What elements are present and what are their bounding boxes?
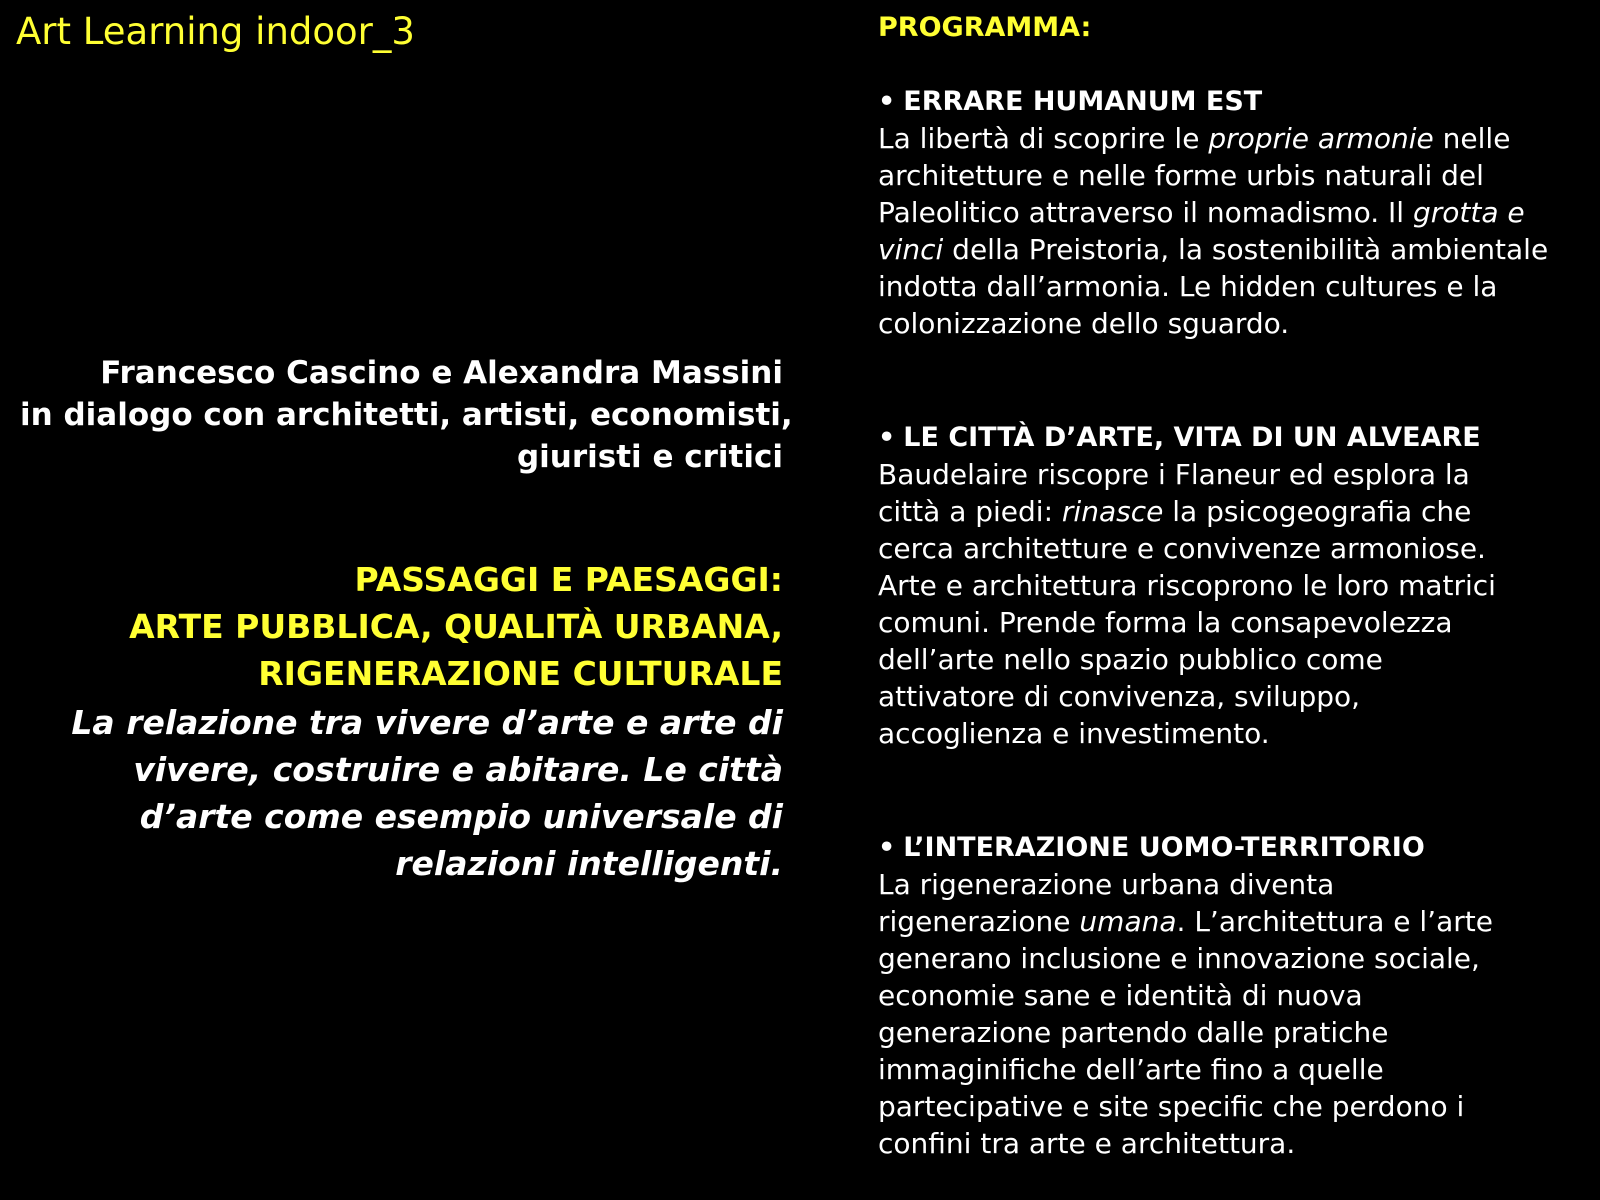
body-line: La rigenerazione urbana diventa [878,868,1335,901]
theme-heading [20,556,783,697]
body-line: accoglienza e investimento. [878,717,1270,750]
program-section-citta-arte [878,420,1593,752]
body-line: dell’arte nello spazio pubblico come [878,643,1383,676]
theme-description-line: La relazione tra vivere d’arte e arte di [71,703,783,742]
body-line: La libertà di scoprire le proprie armonie nelle [878,122,1511,155]
theme-line: ARTE PUBBLICA, QUALITÀ URBANA, [129,607,783,646]
body-line: indotta dall’armonia. Le hidden cultures e la [878,270,1498,303]
body-line: Paleolitico attraverso il nomadismo. Il grotta e [878,196,1525,229]
authors-line: in dialogo con architetti, artisti, economisti, [20,397,793,433]
theme-description [20,699,783,887]
program-section-interazione [878,830,1593,1162]
section-heading-text: LE CITTÀ D’ARTE, VITA DI UN ALVEARE [903,422,1481,453]
body-line: generano inclusione e innovazione sociale, [878,942,1480,975]
body-line: confini tra arte e architettura. [878,1127,1296,1160]
program-section-errare [878,84,1593,342]
body-line: partecipative e site specific che perdono i [878,1090,1465,1123]
body-line: comuni. Prende forma la consapevolezza [878,606,1453,639]
bullet: • [878,832,896,863]
section-heading [878,830,1593,866]
body-line: vinci della Preistoria, la sostenibilità ambientale [878,233,1549,266]
body-line: attivatore di convivenza, sviluppo, [878,680,1361,713]
body-line: cerca architetture e convivenze armoniose. [878,532,1486,565]
authors-line: Francesco Cascino e Alexandra Massini [100,355,783,391]
body-line: rigenerazione umana. L’architettura e l’arte [878,905,1493,938]
theme-line: PASSAGGI E PAESAGGI: [354,560,783,599]
section-heading [878,420,1593,456]
authors-line: giuristi e critici [516,439,783,475]
body-line: Arte e architettura riscoprono le loro matrici [878,569,1496,602]
body-line: generazione partendo dalle pratiche [878,1016,1389,1049]
theme-description-line: d’arte come esempio universale di [139,797,783,836]
section-heading-text: L’INTERAZIONE UOMO-TERRITORIO [903,832,1425,863]
body-line: colonizzazione dello sguardo. [878,307,1290,340]
bullet: • [878,422,896,453]
theme-line: RIGENERAZIONE CULTURALE [258,654,783,693]
body-line: immaginifiche dell’arte fino a quelle [878,1053,1384,1086]
section-heading [878,84,1593,120]
page-title: Art Learning indoor_3 [16,10,415,53]
authors-block [20,352,793,478]
theme-description-line: vivere, costruire e abitare. Le città [133,750,783,789]
section-body [878,866,1593,1162]
body-line: economie sane e identità di nuova [878,979,1363,1012]
section-body [878,120,1593,342]
body-line: città a piedi: rinasce la psicogeografia che [878,495,1472,528]
section-heading-text: ERRARE HUMANUM EST [903,86,1263,117]
body-line: Baudelaire riscopre i Flaneur ed esplora la [878,458,1470,491]
program-header [878,10,1593,46]
body-line: architetture e nelle forme urbis naturali del [878,159,1484,192]
theme-description-line: relazioni intelligenti. [395,844,783,883]
bullet: • [878,86,896,117]
section-body [878,456,1593,752]
program-title: PROGRAMMA: [878,12,1092,43]
